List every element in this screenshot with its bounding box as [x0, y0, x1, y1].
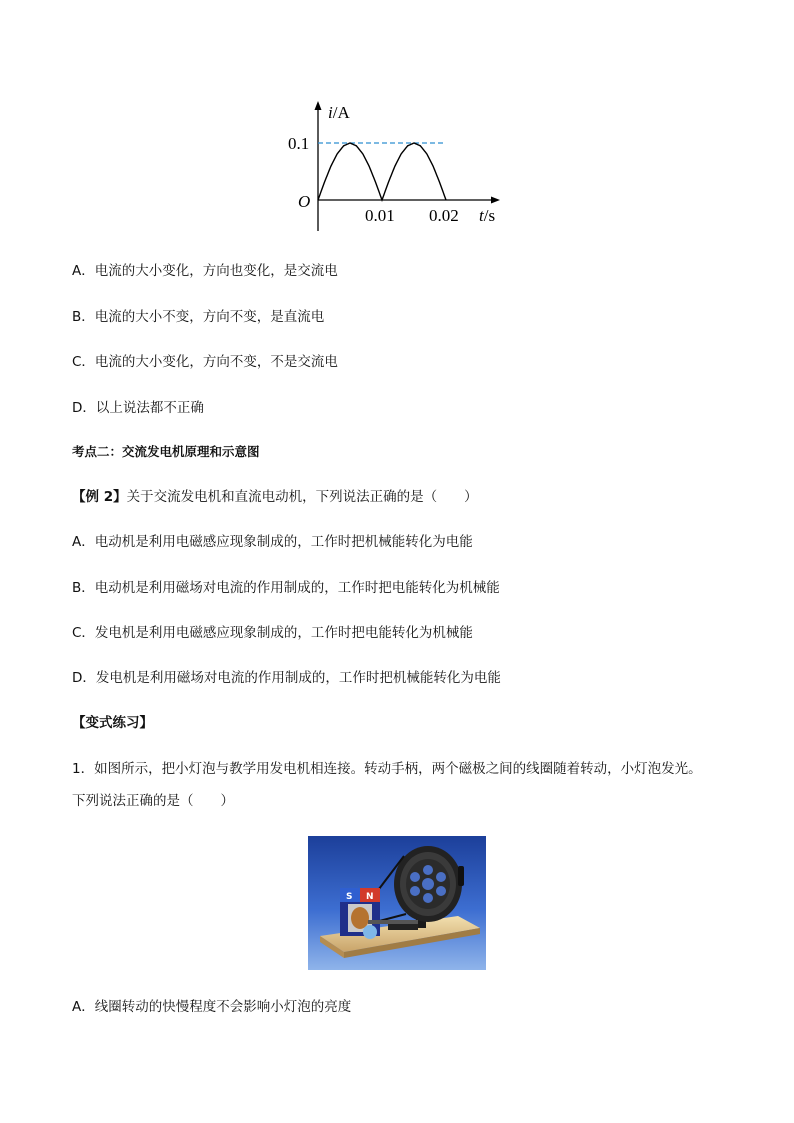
current-time-graph	[270, 95, 510, 237]
x-tick-label: 0.01	[365, 206, 395, 225]
example-option-c: C．发电机是利用电磁感应现象制成的，工作时把电能转化为机械能	[72, 625, 473, 641]
rectified-current-curve	[318, 143, 446, 200]
y-axis-label: i/A	[328, 103, 350, 122]
x-axis-arrow	[491, 197, 500, 204]
option-c: C．电流的大小变化，方向不变，不是交流电	[72, 354, 338, 370]
example-option-b: B．电动机是利用磁场对电流的作用制成的，工作时把电能转化为机械能	[72, 580, 500, 596]
magnet-south-label: S	[346, 892, 353, 902]
option-d: D．以上说法都不正确	[72, 400, 204, 416]
option-b: B．电流的大小不变，方向不变，是直流电	[72, 309, 325, 325]
x-axis-label: t/s	[479, 206, 496, 225]
practice-question-line2: 下列说法正确的是（ ）	[72, 793, 234, 809]
x-tick-label: 0.02	[429, 206, 459, 225]
option-a: A．电流的大小变化，方向也变化，是交流电	[72, 263, 338, 279]
magnet-north-label: N	[366, 892, 374, 902]
practice-option-a: A．线圈转动的快慢程度不会影响小灯泡的亮度	[72, 999, 352, 1015]
example-option-d: D．发电机是利用磁场对电流的作用制成的，工作时把机械能转化为电能	[72, 670, 501, 686]
example-option-a: A．电动机是利用电磁感应现象制成的，工作时把机械能转化为电能	[72, 534, 473, 550]
practice-question-line1: 1．如图所示，把小灯泡与教学用发电机相连接。转动手柄，两个磁极之间的线圈随着转动，小灯泡发光。	[72, 761, 702, 777]
example-stem: 关于交流发电机和直流电动机，下列说法正确的是（ ）	[126, 489, 478, 505]
hand-generator-photo	[308, 836, 486, 970]
y-axis-arrow	[315, 101, 322, 110]
origin-label: O	[298, 192, 311, 211]
example-2-question	[72, 487, 478, 507]
section-heading: 考点二：交流发电机原理和示意图	[72, 444, 260, 459]
y-tick-label: 0.1	[288, 134, 310, 153]
example-tag: 【例 2】	[72, 489, 127, 505]
practice-heading: 【变式练习】	[72, 715, 153, 731]
